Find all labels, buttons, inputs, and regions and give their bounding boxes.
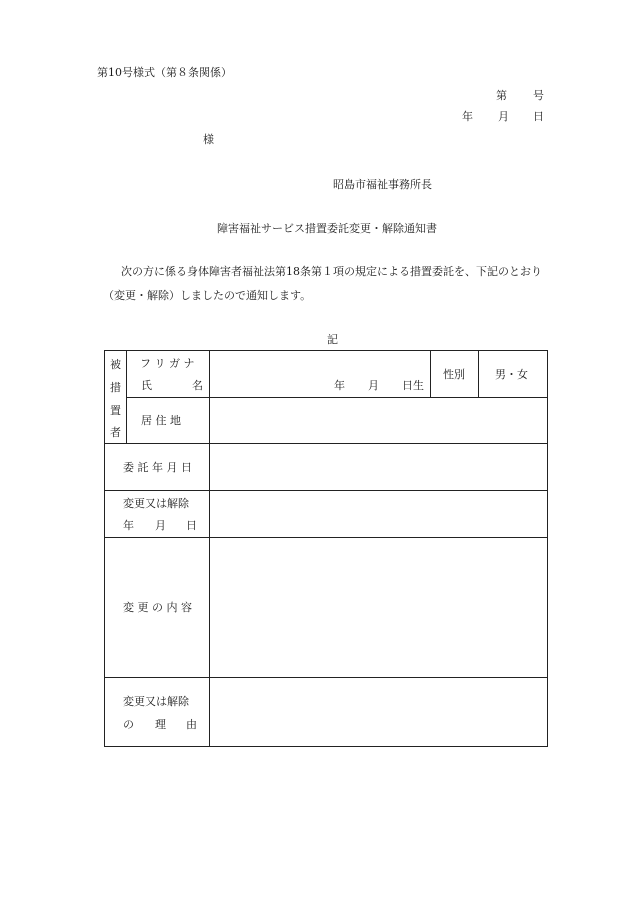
body-text-line-1: 次の方に係る身体障害者福祉法第18条第１項の規定による措置委託を、下記のとおり <box>121 265 542 278</box>
document-title: 障害福祉サービス措置委託変更・解除通知書 <box>217 222 437 235</box>
row-divider-name-address <box>127 397 548 398</box>
gender-value: 男・女 <box>495 368 528 381</box>
change-date-month-label: 月 <box>155 519 166 532</box>
reason-label: 変更又は解除 <box>123 695 189 708</box>
sender-name: 昭島市福祉事務所長 <box>333 178 432 191</box>
body-text-line-2: （変更・解除）しましたので通知します。 <box>103 289 312 302</box>
birth-year-label: 年 <box>334 379 345 392</box>
birth-day-label: 日生 <box>402 379 424 392</box>
row-divider-content-reason <box>104 677 548 678</box>
issue-date-month: 月 <box>498 110 509 123</box>
side-column-divider <box>126 350 127 444</box>
table-border-bottom <box>104 746 548 747</box>
reason-label-ri: 理 <box>155 718 166 731</box>
table-border-left <box>104 350 105 747</box>
side-char-4: 者 <box>110 426 121 439</box>
address-label: 居 住 地 <box>141 414 181 427</box>
label-column-divider <box>209 350 210 747</box>
gender-label-divider-right <box>478 350 479 398</box>
table-border-right <box>547 350 548 747</box>
ki-heading: 記 <box>327 333 338 346</box>
commission-date-label: 委 託 年 月 日 <box>123 461 192 474</box>
document-number-prefix: 第 <box>496 89 507 102</box>
issue-date-year: 年 <box>462 110 473 123</box>
change-date-day-label: 日 <box>186 519 197 532</box>
row-divider-commission-change-date <box>104 490 548 491</box>
row-divider-address-commission <box>104 443 548 444</box>
side-char-2: 措 <box>110 381 121 394</box>
row-divider-change-date-content <box>104 537 548 538</box>
furigana-label: フ リ ガ ナ <box>140 357 195 370</box>
name-label-a: 氏 <box>141 379 152 392</box>
change-content-label: 変 更 の 内 容 <box>123 601 192 614</box>
table-border-top <box>104 350 548 351</box>
reason-label-yu: 由 <box>186 718 197 731</box>
issue-date-day: 日 <box>533 110 544 123</box>
reason-label-no: の <box>123 718 134 731</box>
addressee-suffix: 様 <box>203 133 214 146</box>
change-date-year-label: 年 <box>123 519 134 532</box>
side-char-3: 置 <box>110 404 121 417</box>
document-number-suffix: 号 <box>533 89 544 102</box>
gender-label-divider-left <box>430 350 431 398</box>
side-char-1: 被 <box>110 358 121 371</box>
gender-label: 性別 <box>443 368 465 381</box>
notification-form-table <box>104 350 548 747</box>
change-date-label: 変更又は解除 <box>123 497 189 510</box>
name-label-b: 名 <box>192 379 203 392</box>
birth-month-label: 月 <box>368 379 379 392</box>
form-number: 第10号様式（第８条関係） <box>97 66 232 79</box>
